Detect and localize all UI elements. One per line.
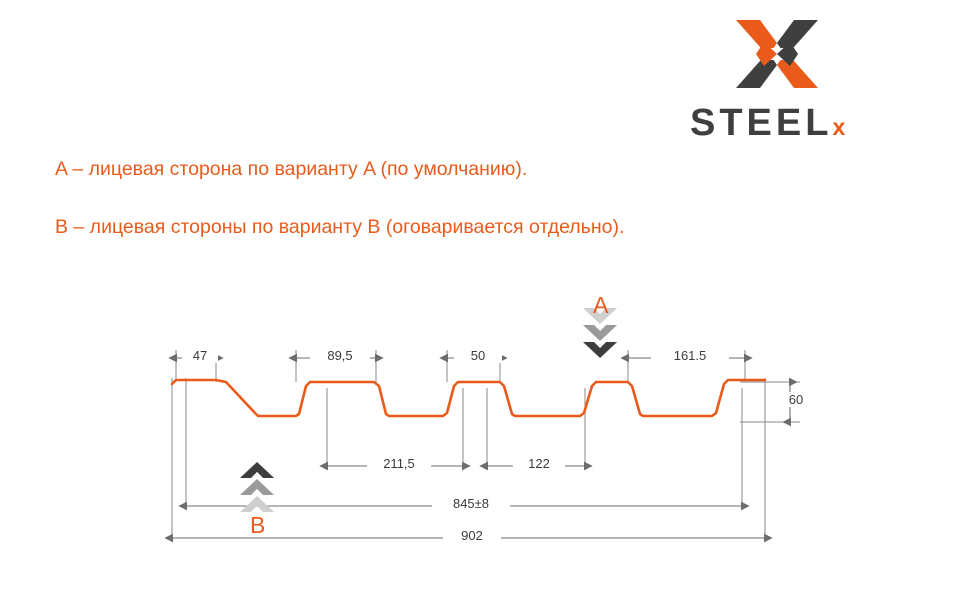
dim-mid-122: 122 [513,456,565,471]
note-variant-b: B – лицевая стороны по варианту B (оговаривается отдельно). [55,216,625,238]
logo-wordmark [690,102,880,145]
marker-a-label: A [593,292,609,318]
dim-top-flange-47: 47 [182,348,218,363]
dim-top-pitch-89-5: 89,5 [310,348,370,363]
dim-height-60: 60 [778,392,814,407]
dim-top-width-50: 50 [454,348,502,363]
dim-mid-211-5: 211,5 [367,456,431,471]
logo-superscript-x: x [832,114,846,140]
dim-useful-845: 845±8 [432,496,510,511]
profile-cross-section-svg [0,270,970,597]
marker-b-label: B [250,512,266,538]
dim-top-161-5: 161.5 [651,348,729,363]
x-monogram-icon [734,18,820,90]
marker-b-chevrons [240,462,274,512]
profile-drawing [0,270,970,597]
corrugated-profile-line [172,380,765,416]
dim-overall-902: 902 [443,528,501,543]
steelx-logo [690,18,880,143]
note-variant-a: A – лицевая сторона по варианту A (по умолчанию). [55,158,528,180]
logo-word-steel: STEEL [690,102,833,144]
